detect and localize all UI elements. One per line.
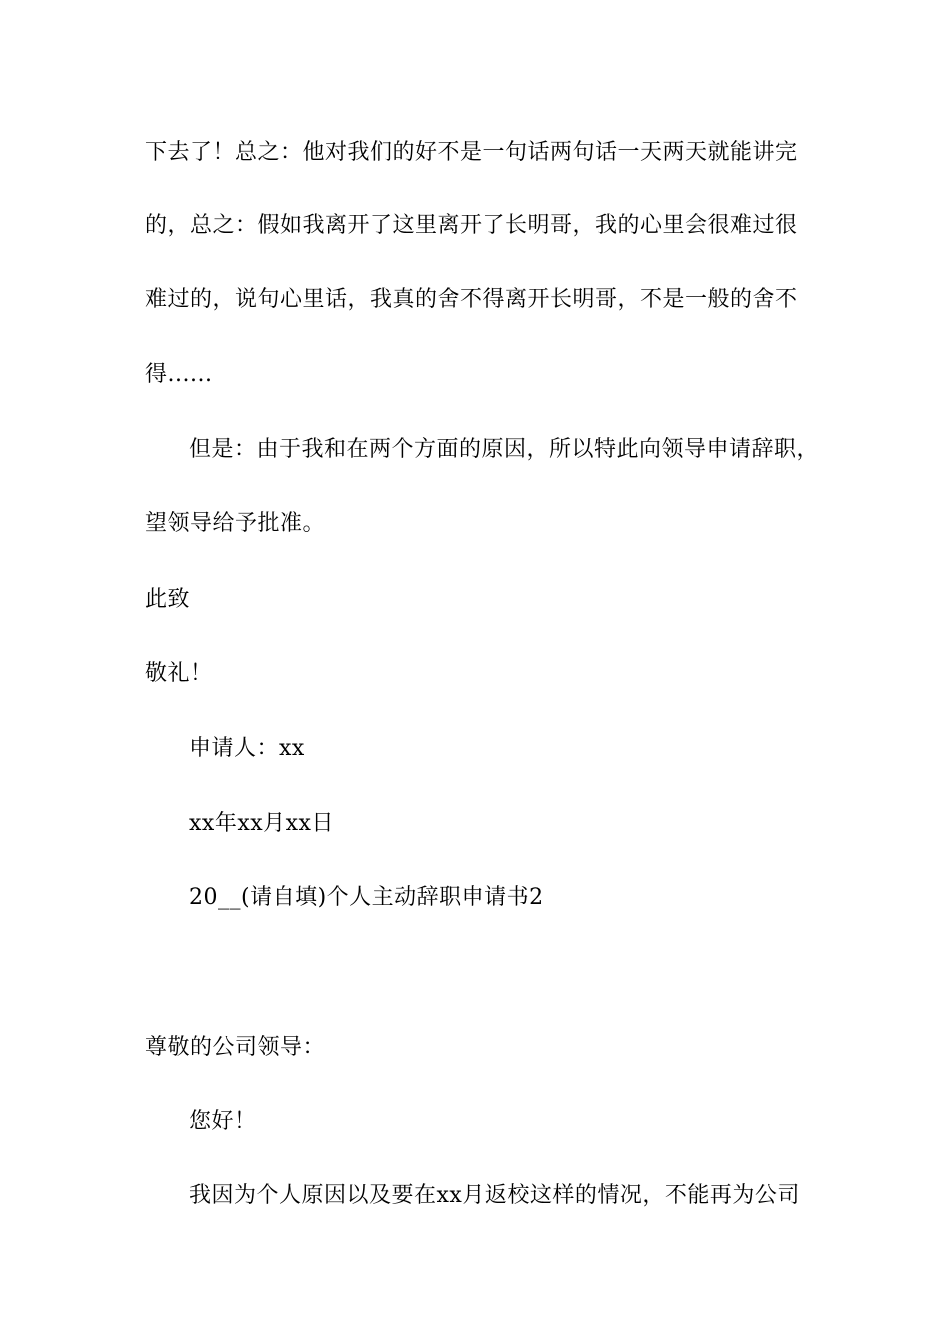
greeting: 您好！	[189, 1109, 257, 1134]
paragraph-1-line-4: 得......	[145, 362, 213, 387]
paragraph-1-line-3: 难过的，说句心里话，我真的舍不得离开长明哥，不是一般的舍不	[145, 287, 798, 312]
section-title: 20__(请自填)个人主动辞职申请书2	[189, 885, 544, 910]
paragraph-3-line-1: 我因为个人原因以及要在xx月返校这样的情况，不能再为公司	[189, 1183, 800, 1208]
salutation: 尊敬的公司领导：	[145, 1035, 326, 1060]
closing-jing-li: 敬礼！	[145, 661, 213, 686]
paragraph-2-line-1: 但是：由于我和在两个方面的原因，所以特此向领导申请辞职，	[189, 437, 820, 462]
closing-ci-zhi: 此致	[145, 587, 191, 612]
paragraph-1-line-1: 下去了！总之：他对我们的好不是一句话两句话一天两天就能讲完	[145, 140, 798, 165]
paragraph-1-line-2: 的，总之：假如我离开了这里离开了长明哥，我的心里会很难过很	[145, 213, 798, 238]
applicant-line: 申请人：xx	[189, 736, 305, 761]
paragraph-2-line-2: 望领导给予批准。	[145, 511, 326, 536]
date-line: xx年xx月xx日	[189, 811, 334, 836]
